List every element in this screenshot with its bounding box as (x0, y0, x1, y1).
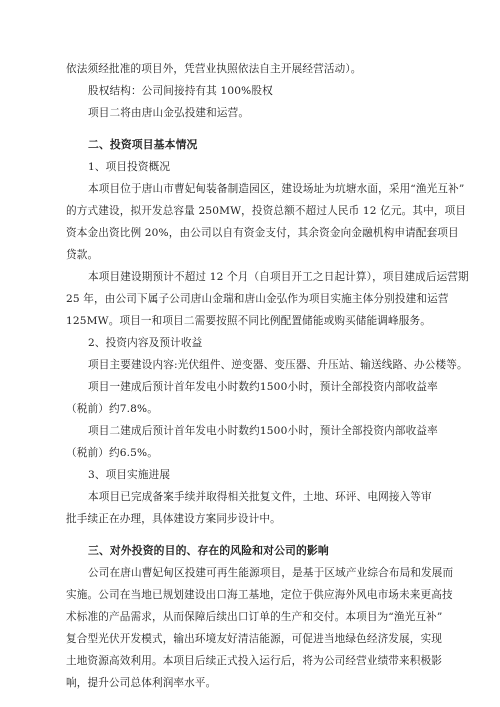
section-heading: 三、对外投资的目的、存在的风险和对公司的影响 (88, 544, 329, 557)
subsection-heading: 3、项目实施进展 (88, 469, 171, 481)
paragraph-line: 依法须经批准的项目外，凭营业执照依法自主开展经营活动）。 (66, 63, 362, 75)
paragraph-line: 本项目位于唐山市曹妃甸装备制造园区，建设场址为坑塘水面，采用“渔光互补” (88, 183, 465, 195)
paragraph-line: 实施。公司在当地已规划建设出口海工基地，定位于供应海外风电市场未来更高技 (66, 589, 453, 601)
subsection-heading: 1、项目投资概况 (88, 161, 171, 173)
paragraph-line: 本项目已完成备案手续并取得相关批复文件，土地、环评、电网接入等审 (88, 491, 432, 503)
paragraph-line: 125MW。项目一和项目二需要按照不同比例配置储能或购买储能调峰服务。 (66, 315, 432, 327)
paragraph-line: （税前）约6.5%。 (66, 447, 158, 459)
paragraph-line: 贷款。 (66, 249, 99, 261)
paragraph-line: 的方式建设，拟开发总容量 250MW，投资总额不超过人民币 12 亿元。其中，项目 (66, 205, 467, 217)
paragraph-line: 项目二建成后预计首年发电小时数约1500小时，预计全部投资内部收益率 (88, 425, 438, 437)
paragraph-line: 25 年，由公司下属子公司唐山金瑞和唐山金弘作为项目实施主体分别投建和运营 (66, 293, 449, 305)
subsection-heading: 2、投资内容及预计收益 (88, 337, 203, 349)
paragraph-line: 响，提升公司总体利润率水平。 (66, 677, 217, 689)
paragraph-line: 资本金出资比例 20%，由公司以自有资金支付，其余资金向金融机构申请配套项目 (66, 227, 459, 239)
paragraph-line: 术标准的产品需求，从而保障后续出口订单的生产和交付。本项目为“渔光互补” (66, 611, 443, 623)
paragraph-line: 复合型光伏开发模式，输出环境友好清洁能源，可促进当地绿色经济发展，实现 (66, 633, 443, 645)
paragraph-line: 土地资源高效利用。本项目后续正式投入运行后，将为公司经营业绩带来积极影 (66, 655, 443, 667)
paragraph-line: 项目二将由唐山金弘投建和运营。 (88, 107, 250, 119)
paragraph-line: 项目一建成后预计首年发电小时数约1500小时，预计全部投资内部收益率 (88, 381, 438, 393)
paragraph-line: 本项目建设期预计不超过 12 个月（自项目开工之日起计算），项目建成后运营期 (88, 271, 469, 283)
section-heading: 二、投资项目基本情况 (88, 138, 198, 151)
equity-structure-line: 股权结构：公司间接持有其 100%股权 (88, 85, 273, 97)
paragraph-line: 项目主要建设内容:光伏组件、逆变器、变压器、升压站、输送线路、办公楼等。 (88, 359, 468, 371)
paragraph-line: 公司在唐山曹妃甸区投建可再生能源项目，是基于区域产业综合布局和发展而 (88, 567, 454, 579)
paragraph-line: 批手续正在办理，具体建设方案同步设计中。 (66, 513, 281, 525)
paragraph-line: （税前）约7.8%。 (66, 403, 158, 415)
